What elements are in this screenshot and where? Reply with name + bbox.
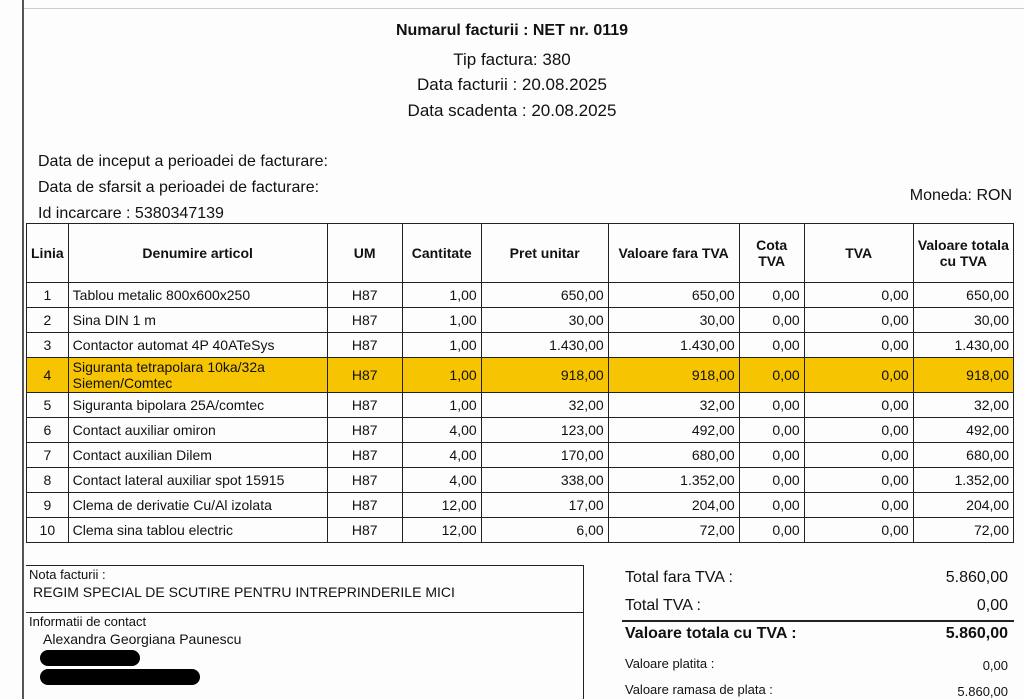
table-row (27, 393, 1014, 418)
table-row (27, 283, 1014, 308)
col-vat-rate: Cota TVA (739, 224, 804, 283)
cell-name: Contact auxiliar omiron (68, 418, 327, 443)
cell-unit: 170,00 (481, 443, 608, 468)
paid-label: Valoare platita : (625, 656, 715, 671)
table-row (27, 493, 1014, 518)
contact-name: Alexandra Georgiana Paunescu (43, 631, 242, 647)
cell-vat: 0,00 (804, 468, 913, 493)
remaining-value: 5.860,00 (957, 684, 1008, 699)
cell-line: 4 (27, 358, 69, 393)
redaction-bar (40, 669, 200, 685)
cell-qty: 1,00 (402, 358, 481, 393)
note-top-border (26, 565, 584, 566)
cell-unit: 32,00 (481, 393, 608, 418)
cell-net: 30,00 (608, 308, 739, 333)
cell-rate: 0,00 (739, 493, 804, 518)
cell-name: Clema de derivatie Cu/Al izolata (68, 493, 327, 518)
col-unit-price: Pret unitar (481, 224, 608, 283)
table-row (27, 443, 1014, 468)
note-label: Nota facturii : (29, 567, 106, 582)
cell-total: 1.352,00 (913, 468, 1013, 493)
cell-rate: 0,00 (739, 518, 804, 543)
cell-line: 10 (27, 518, 69, 543)
cell-rate: 0,00 (739, 333, 804, 358)
period-start: Data de inceput a perioadei de facturare: (38, 153, 328, 170)
cell-um: H87 (327, 418, 402, 443)
cell-name: Contact lateral auxiliar spot 15915 (68, 468, 327, 493)
col-net-value: Valoare fara TVA (608, 224, 739, 283)
cell-total: 30,00 (913, 308, 1013, 333)
cell-name: Contact auxilian Dilem (68, 443, 327, 468)
total-vat-value: 0,00 (976, 597, 1008, 614)
cell-net: 72,00 (608, 518, 739, 543)
cell-total: 72,00 (913, 518, 1013, 543)
cell-qty: 1,00 (402, 393, 481, 418)
contact-label: Informatii de contact (29, 614, 147, 629)
invoice-type: Tip factura: 380 (453, 50, 571, 69)
cell-total: 680,00 (913, 443, 1013, 468)
cell-net: 32,00 (608, 393, 739, 418)
cell-total: 650,00 (913, 283, 1013, 308)
cell-net: 204,00 (608, 493, 739, 518)
cell-line: 2 (27, 308, 69, 333)
table-row (27, 308, 1014, 333)
cell-unit: 650,00 (481, 283, 608, 308)
cell-line: 3 (27, 333, 69, 358)
cell-line: 5 (27, 393, 69, 418)
cell-um: H87 (327, 443, 402, 468)
cell-unit: 17,00 (481, 493, 608, 518)
cell-qty: 4,00 (402, 418, 481, 443)
table-row (27, 468, 1014, 493)
cell-total: 1.430,00 (913, 333, 1013, 358)
cell-vat: 0,00 (804, 393, 913, 418)
table-row (27, 358, 1014, 393)
cell-qty: 4,00 (402, 468, 481, 493)
remaining-label: Valoare ramasa de plata : (625, 682, 773, 697)
cell-um: H87 (327, 283, 402, 308)
cell-name: Siguranta tetrapolara 10ka/32a Siemen/Comtec (68, 358, 327, 393)
table-row (27, 418, 1014, 443)
cell-vat: 0,00 (804, 333, 913, 358)
cell-vat: 0,00 (804, 518, 913, 543)
col-vat: TVA (804, 224, 913, 283)
cell-um: H87 (327, 468, 402, 493)
invoice-number: Numarul facturii : NET nr. 0119 (395, 22, 629, 39)
cell-name: Sina DIN 1 m (68, 308, 327, 333)
col-um: UM (327, 224, 402, 283)
cell-rate: 0,00 (739, 308, 804, 333)
total-vat-label: Total TVA : (625, 597, 701, 614)
cell-qty: 1,00 (402, 333, 481, 358)
currency: Moneda: RON (909, 187, 1012, 204)
table-row (27, 518, 1014, 543)
cell-um: H87 (327, 358, 402, 393)
cell-total: 492,00 (913, 418, 1013, 443)
cell-rate: 0,00 (739, 393, 804, 418)
invoice-date: Data facturii : 20.08.2025 (417, 75, 607, 94)
page-top-edge (22, 8, 1024, 9)
cell-qty: 12,00 (402, 518, 481, 543)
load-id: Id incarcare : 5380347139 (38, 205, 224, 222)
cell-net: 680,00 (608, 443, 739, 468)
cell-total: 204,00 (913, 493, 1013, 518)
cell-net: 492,00 (608, 418, 739, 443)
note-bottom-border (26, 612, 584, 613)
total-net-value: 5.860,00 (945, 569, 1008, 586)
cell-net: 650,00 (608, 283, 739, 308)
grand-total-label: Valoare totala cu TVA : (625, 625, 797, 642)
redaction-bar (40, 650, 140, 666)
cell-net: 1.430,00 (608, 333, 739, 358)
cell-line: 7 (27, 443, 69, 468)
cell-unit: 6,00 (481, 518, 608, 543)
cell-line: 1 (27, 283, 69, 308)
cell-um: H87 (327, 393, 402, 418)
cell-vat: 0,00 (804, 358, 913, 393)
table-row (27, 333, 1014, 358)
period-end: Data de sfarsit a perioadei de facturare: (38, 179, 320, 196)
cell-um: H87 (327, 493, 402, 518)
cell-qty: 12,00 (402, 493, 481, 518)
cell-unit: 1.430,00 (481, 333, 608, 358)
cell-total: 32,00 (913, 393, 1013, 418)
due-date: Data scadenta : 20.08.2025 (407, 101, 617, 120)
cell-name: Tablou metalic 800x600x250 (68, 283, 327, 308)
cell-unit: 918,00 (481, 358, 608, 393)
cell-rate: 0,00 (739, 418, 804, 443)
cell-total: 918,00 (913, 358, 1013, 393)
cell-name: Siguranta bipolara 25A/comtec (68, 393, 327, 418)
note-text: REGIM SPECIAL DE SCUTIRE PENTRU INTREPRINDERILE MICI (33, 584, 455, 600)
cell-unit: 123,00 (481, 418, 608, 443)
cell-net: 1.352,00 (608, 468, 739, 493)
cell-qty: 4,00 (402, 443, 481, 468)
grand-total-value: 5.860,00 (945, 625, 1008, 642)
cell-unit: 30,00 (481, 308, 608, 333)
col-name: Denumire articol (68, 224, 327, 283)
cell-line: 8 (27, 468, 69, 493)
cell-vat: 0,00 (804, 418, 913, 443)
cell-rate: 0,00 (739, 468, 804, 493)
table-header-row (27, 224, 1014, 283)
cell-net: 918,00 (608, 358, 739, 393)
cell-vat: 0,00 (804, 493, 913, 518)
col-line: Linia (27, 224, 69, 283)
col-total: Valoare totala cu TVA (913, 224, 1013, 283)
cell-line: 6 (27, 418, 69, 443)
items-table (26, 223, 1014, 543)
cell-vat: 0,00 (804, 283, 913, 308)
cell-name: Contactor automat 4P 40ATeSys (68, 333, 327, 358)
cell-qty: 1,00 (402, 308, 481, 333)
cell-vat: 0,00 (804, 308, 913, 333)
cell-rate: 0,00 (739, 283, 804, 308)
col-qty: Cantitate (402, 224, 481, 283)
total-net-label: Total fara TVA : (625, 569, 733, 586)
cell-um: H87 (327, 333, 402, 358)
cell-um: H87 (327, 518, 402, 543)
cell-name: Clema sina tablou electric (68, 518, 327, 543)
cell-unit: 338,00 (481, 468, 608, 493)
cell-um: H87 (327, 308, 402, 333)
totals-divider (622, 620, 1014, 622)
cell-qty: 1,00 (402, 283, 481, 308)
cell-line: 9 (27, 493, 69, 518)
note-right-border (583, 565, 584, 699)
cell-rate: 0,00 (739, 443, 804, 468)
cell-rate: 0,00 (739, 358, 804, 393)
cell-vat: 0,00 (804, 443, 913, 468)
paid-value: 0,00 (982, 658, 1008, 673)
